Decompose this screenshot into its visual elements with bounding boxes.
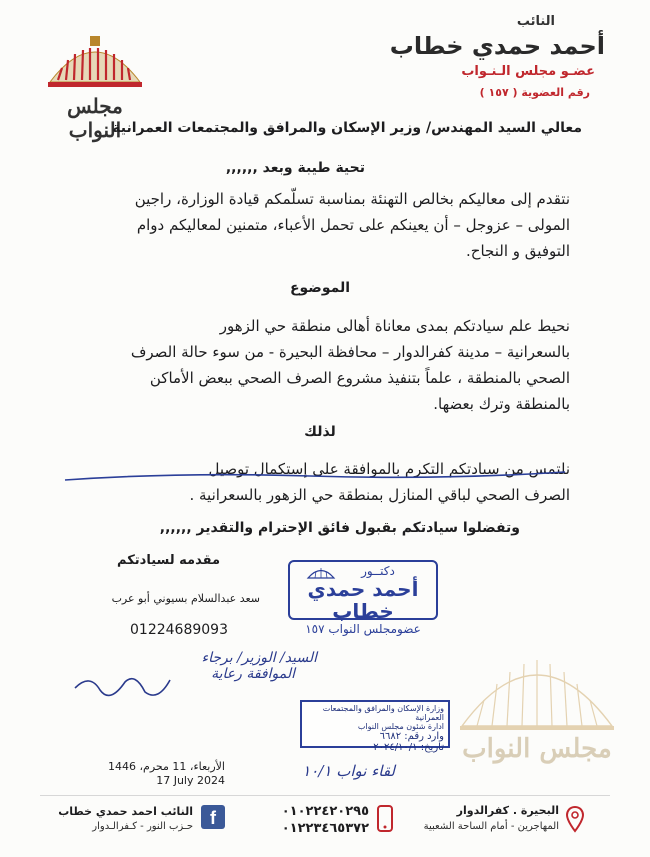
facebook-subtitle: حـزب النور - كـفرالـدوار [92, 821, 193, 832]
registry-stamp [300, 700, 450, 753]
submitter-phone: 01224689093 [130, 622, 228, 638]
membership-number: رقم العضوية ( ١٥٧ ) [479, 86, 590, 99]
mp-stamp [288, 560, 438, 636]
watermark-text: مجلس النواب [462, 734, 612, 764]
handwriting-line: السيد/ الوزير/ برجاء [201, 650, 317, 666]
addressee: معالي السيد المهندس/ وزير الإسكان والمرافق والمجتمعات العمرانية [112, 120, 582, 136]
header-label: النائب [516, 14, 555, 29]
submitter-name: سعد عبدالسلام بسيوني أبو عرب [111, 592, 260, 605]
registry-line: ادارة شئون مجلس النواب [357, 722, 444, 731]
intro-line: المولى – عزوجل – أن يعينكم على تحمل الأعباء، متمنين لمعاليكم دوام [136, 216, 570, 234]
subject-line: بالسعرانية – مدينة كفرالدوار – محافظة البحيرة - من سوء حالة الصرف [130, 343, 570, 361]
footer-phones [255, 802, 395, 838]
logo-text: مجلس النواب [67, 94, 123, 142]
location-pin-icon [565, 805, 585, 833]
footer-phone-2: ٠١٢٢٣٤٦٥٣٧٢ [281, 821, 369, 836]
watermark-dome-icon [452, 630, 622, 740]
subject-title: الموضوع [289, 280, 351, 296]
subject-line: الصحي بالمنطقة ، علماً بتنفيذ مشروع الصرف الصحي ببعض الأماكن [149, 369, 570, 387]
handwritten-scribble [70, 668, 210, 708]
request-line: الصرف الصحي لباقي المنازل بمنطقة حي الزهور بالسعرانية . [189, 486, 570, 504]
stamp-name: أحمد حمدي خطاب [307, 577, 419, 623]
footer-phone-1: ٠١٠٢٢٤٢٠٢٩٥ [281, 804, 369, 819]
facebook-icon[interactable]: f [201, 805, 225, 829]
therefore-heading: لذلك [304, 424, 336, 440]
footer-facebook [55, 803, 225, 837]
handwriting-line: الموافقة رعاية [211, 666, 295, 682]
header-role: عضـو مجلس الـنـواب [461, 64, 595, 79]
footer-address [420, 802, 585, 838]
subject-line: نحيط علم سيادتكم بمدى معاناة أهالى منطقة حي الزهور [219, 317, 570, 335]
registry-line: وزارة الإسكان والمرافق والمجتمعات العمرانية [322, 704, 444, 722]
phone-icon [375, 805, 395, 833]
registry-line: وارد رقم: ٦٦٨٢ [379, 731, 444, 742]
parliament-logo [40, 24, 150, 142]
intro-paragraph [70, 186, 570, 264]
footer-address-1: البحيرة . كفرالدوار [456, 804, 559, 817]
intro-line: نتقدم إلى معاليكم بخالص التهنئة بمناسبة تسلّمكم قيادة الوزارة، راجين [134, 190, 570, 208]
watermark-logo [452, 630, 622, 780]
footer-address-2: المهاجرين - أمام الساحة الشعبية [423, 821, 559, 832]
handwritten-underline [60, 466, 570, 486]
registry-line: تاريخ: ٢٠٢٤/١٠/١ [373, 742, 444, 753]
date-block [75, 760, 225, 788]
request-line: نلتمس من سيادتكم التكرم بالموافقة على إستكمال توصيل [208, 460, 570, 478]
greeting: تحية طيبة وبعد ,,,,,, [225, 160, 365, 176]
intro-line: التوفيق و النجاح. [466, 242, 570, 260]
closing-line: وتفضلوا سيادتكم بقبول فائق الإحترام والتقدير ,,,,,, [159, 520, 520, 536]
handwriting-line: لقاء نواب ١٠/١ [302, 762, 395, 780]
stamp-dome-icon [306, 565, 336, 579]
footer-divider [40, 795, 610, 796]
stamp-title: دكتــور [361, 564, 395, 578]
stamp-role: عضومجلس النواب ١٥٧ [305, 622, 421, 636]
gregorian-date: 17 July 2024 [156, 774, 225, 787]
facebook-name: النائب احمد حمدي خطاب [58, 805, 193, 818]
hijri-date: الأربعاء، 11 محرم، 1446 [107, 760, 225, 773]
submitter-label: مقدمه لسيادتكم [117, 553, 220, 568]
header-name: أحمد حمدي خطاب [389, 32, 605, 60]
subject-paragraph [50, 313, 570, 417]
subject-line: بالمنطقة وترك بعضها. [433, 395, 570, 413]
